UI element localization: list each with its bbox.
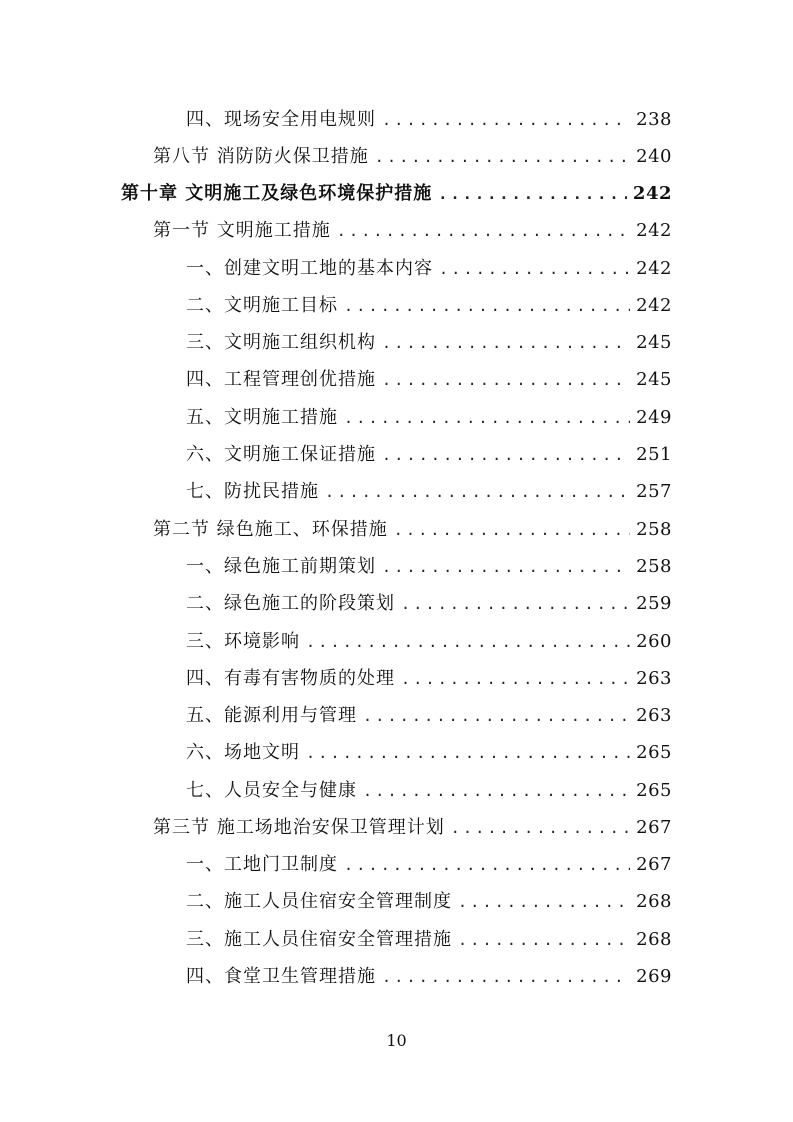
toc-entry-label: 三、文明施工组织机构 — [186, 332, 376, 353]
toc-entry-label: 六、文明施工保证措施 — [186, 444, 376, 465]
toc-entry[interactable] — [186, 697, 672, 734]
toc-entry-page: 268 — [636, 929, 672, 950]
toc-entry-label: 一、创建文明工地的基本内容 — [186, 258, 433, 279]
dot-leader — [344, 400, 630, 437]
dot-leader — [382, 959, 630, 996]
dot-leader — [344, 288, 630, 325]
toc-entry[interactable] — [186, 324, 672, 361]
toc-entry-page: 268 — [636, 891, 672, 912]
toc-entry-page: 258 — [636, 519, 672, 540]
toc-entry[interactable] — [186, 883, 672, 920]
dot-leader — [401, 661, 630, 698]
toc-entry[interactable] — [121, 175, 672, 212]
toc-entry-label: 七、防扰民措施 — [186, 481, 319, 502]
toc-entry-page: 269 — [636, 966, 672, 987]
toc-entry-label: 第三节 施工场地治安保卫管理计划 — [153, 817, 445, 838]
toc-entry-label: 二、绿色施工的阶段策划 — [186, 593, 395, 614]
toc-entry-label: 二、文明施工目标 — [186, 295, 338, 316]
toc-entry[interactable] — [186, 846, 672, 883]
dot-leader — [382, 362, 630, 399]
toc-entry[interactable] — [186, 473, 672, 510]
dot-leader — [458, 884, 630, 921]
toc-entry[interactable] — [153, 809, 672, 846]
dot-leader — [363, 698, 630, 735]
toc-entry[interactable] — [186, 623, 672, 660]
toc-entry[interactable] — [186, 436, 672, 473]
toc-entry[interactable] — [186, 548, 672, 585]
dot-leader — [363, 773, 630, 810]
toc-entry-page: 260 — [636, 631, 672, 652]
dot-leader — [401, 586, 630, 623]
toc-entry-page: 242 — [636, 258, 672, 279]
dot-leader — [382, 102, 630, 139]
toc-entry-page: 259 — [636, 593, 672, 614]
toc-entry-label: 第二节 绿色施工、环保措施 — [153, 519, 388, 540]
toc-entry[interactable] — [186, 361, 672, 398]
toc-entry-page: 263 — [636, 668, 672, 689]
toc-entry[interactable] — [186, 660, 672, 697]
toc-entry[interactable] — [186, 101, 672, 138]
toc-entry-page: 265 — [636, 780, 672, 801]
toc-entry-label: 一、工地门卫制度 — [186, 854, 338, 875]
toc-entry-page: 257 — [636, 481, 672, 502]
dot-leader — [451, 810, 630, 847]
toc-entry-page: 249 — [636, 407, 672, 428]
toc-entry-page: 258 — [636, 556, 672, 577]
toc-entry[interactable] — [186, 734, 672, 771]
dot-leader — [458, 922, 630, 959]
dot-leader — [438, 176, 627, 213]
dot-leader — [382, 437, 630, 474]
dot-leader — [306, 735, 630, 772]
toc-entry-label: 七、人员安全与健康 — [186, 780, 357, 801]
toc-entry-page: 242 — [636, 220, 672, 241]
toc-entry[interactable] — [153, 511, 672, 548]
toc-entry-page: 267 — [636, 817, 672, 838]
dot-leader — [394, 512, 630, 549]
toc-entry-label: 第十章 文明施工及绿色环境保护措施 — [121, 183, 433, 204]
toc-entry-page: 265 — [636, 742, 672, 763]
toc-entry-page: 238 — [636, 109, 672, 130]
toc-entry-page: 251 — [636, 444, 672, 465]
dot-leader — [306, 624, 630, 661]
toc-entry-label: 三、环境影响 — [186, 631, 300, 652]
dot-leader — [382, 549, 630, 586]
dot-leader — [382, 325, 630, 362]
toc-entry[interactable] — [186, 772, 672, 809]
toc-entry-page: 242 — [632, 183, 672, 204]
toc-entry-label: 四、现场安全用电规则 — [186, 109, 376, 130]
toc-entry-page: 245 — [636, 332, 672, 353]
toc-entry-label: 六、场地文明 — [186, 742, 300, 763]
toc-entry-label: 四、食堂卫生管理措施 — [186, 966, 376, 987]
toc-entry-label: 一、绿色施工前期策划 — [186, 556, 376, 577]
toc-entry-label: 四、工程管理创优措施 — [186, 369, 376, 390]
dot-leader — [439, 251, 630, 288]
dot-leader — [375, 139, 630, 176]
toc-entry-label: 四、有毒有害物质的处理 — [186, 668, 395, 689]
toc-entry-label: 第一节 文明施工措施 — [153, 220, 331, 241]
toc-entry-page: 245 — [636, 369, 672, 390]
toc-entry[interactable] — [186, 585, 672, 622]
toc-entry-label: 五、能源利用与管理 — [186, 705, 357, 726]
page-number: 10 — [386, 1031, 407, 1050]
toc-entry[interactable] — [153, 138, 672, 175]
toc-entry[interactable] — [186, 958, 672, 995]
dot-leader — [325, 474, 630, 511]
toc-entry-page: 242 — [636, 295, 672, 316]
toc-entry-label: 五、文明施工措施 — [186, 407, 338, 428]
dot-leader — [344, 847, 630, 884]
toc-entry[interactable] — [153, 212, 672, 249]
toc-entry-label: 第八节 消防防火保卫措施 — [153, 146, 369, 167]
toc-entry[interactable] — [186, 287, 672, 324]
toc-entry[interactable] — [186, 921, 672, 958]
toc-entry-page: 263 — [636, 705, 672, 726]
toc-entry[interactable] — [186, 250, 672, 287]
toc-entry-label: 二、施工人员住宿安全管理制度 — [186, 891, 452, 912]
toc-entry-page: 240 — [636, 146, 672, 167]
dot-leader — [337, 213, 630, 250]
toc-entry[interactable] — [186, 399, 672, 436]
toc-entry-page: 267 — [636, 854, 672, 875]
toc-entry-label: 三、施工人员住宿安全管理措施 — [186, 929, 452, 950]
